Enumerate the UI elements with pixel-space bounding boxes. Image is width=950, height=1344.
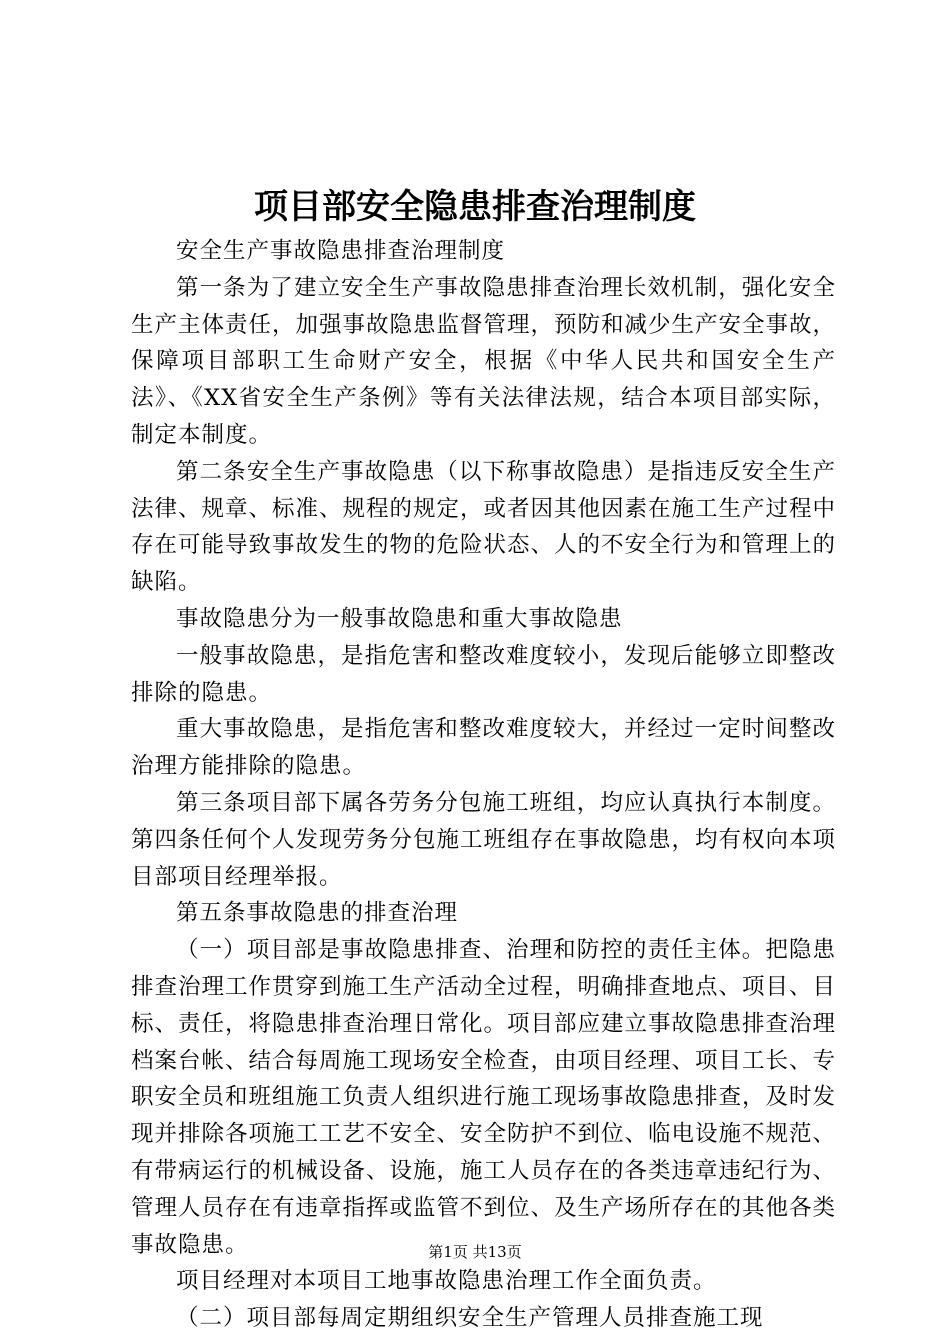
paragraph-major-hazard: 重大事故隐患，是指危害和整改难度较大，并经过一定时间整改治理方能排除的隐患。 — [131, 716, 836, 780]
paragraph-hazard-classes: 事故隐患分为一般事故隐患和重大事故隐患 — [176, 605, 623, 632]
paragraph-article-1: 第一条为了建立安全生产事故隐患排查治理长效机制，强化安全生产主体责任，加强事故隐患监督管理，预防和减少生产安全事故，保障项目部职工生命财产安全，根据《中华人民共和国安全生产法》、《XX省安全生产条例》等有关法律法规，结合本项目部实际，制定本制度。 — [131, 274, 837, 448]
page-number: 第1页 共13页 — [428, 1243, 522, 1261]
document-body — [131, 233, 836, 1337]
paragraph-subtitle: 安全生产事故隐患排查治理制度 — [176, 238, 506, 264]
paragraph-article-2: 第二条安全生产事故隐患（以下称事故隐患）是指违反安全生产法律、规章、标准、规程的规定，或者因其他因素在施工生产过程中存在可能导致事故发生的物的危险状态、人的不安全行为和管理上的缺陷。 — [131, 458, 837, 596]
paragraph-manager-responsibility: 项目经理对本项目工地事故隐患治理工作全面负责。 — [176, 1268, 717, 1295]
paragraph-general-hazard: 一般事故隐患，是指危害和整改难度较小，发现后能够立即整改排除的隐患。 — [131, 642, 836, 706]
paragraph-item-1: （一）项目部是事故隐患排查、治理和防控的责任主体。把隐患排查治理工作贯穿到施工生产活动全过程，明确排查地点、项目、目标、责任，将隐患排查治理日常化。项目部应建立事故隐患排查治理档案台帐、结合每周施工现场安全检查，由项目经理、项目工长、专职安全员和班组施工负责人组织进行施工现场事故隐患排查，及时发现并排除各项施工工艺不安全、安全防护不到位、临电设施不规范、有带病运行的机械设备、设施，施工人员存在的各类违章违纪行为、管理人员存在有违章指挥或监管不到位、及生产场所存在的其他各类事故隐患。 — [131, 937, 837, 1258]
page-footer — [0, 1241, 950, 1263]
paragraph-article-5: 第五条事故隐患的排查治理 — [176, 900, 459, 927]
paragraph-item-2: （二）项目部每周定期组织安全生产管理人员排查施工现 — [176, 1305, 764, 1332]
paragraph-article-3-4: 第三条项目部下属各劳务分包施工班组，均应认真执行本制度。第四条任何个人发现劳务分包施工班组存在事故隐患，均有权向本项目部项目经理举报。 — [131, 789, 837, 890]
document-title: 项目部安全隐患排查治理制度 — [254, 187, 696, 227]
